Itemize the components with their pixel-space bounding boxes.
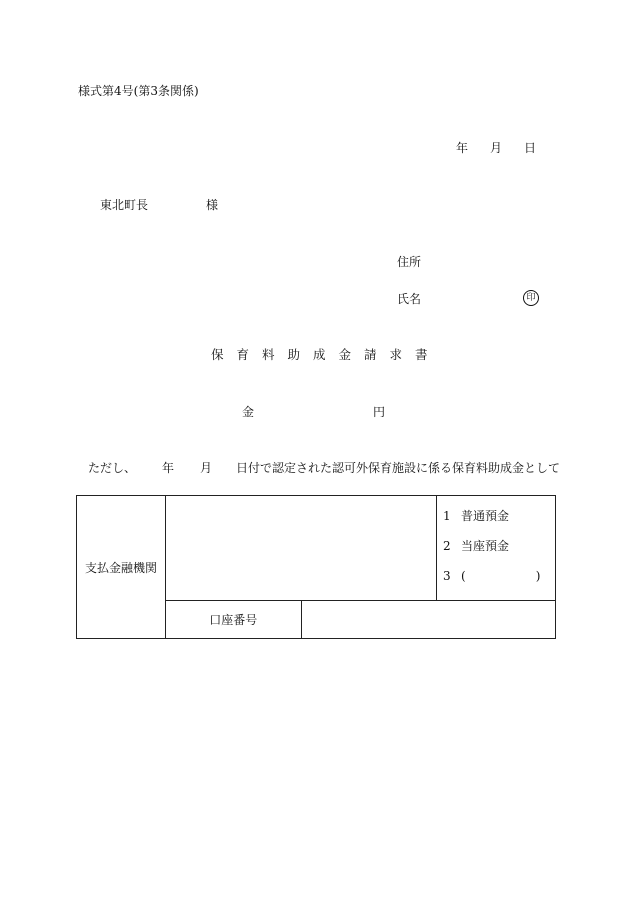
proviso-line [88, 462, 560, 474]
proviso-lead: ただし、 [88, 461, 137, 475]
account-types-cell [437, 496, 556, 601]
amount-prefix: 金 [242, 405, 255, 419]
proviso-rest: 日付で認定された認可外保育施設に係る保育料助成金として [236, 461, 561, 475]
account-type-item[interactable]: 1 普通預金 [443, 509, 510, 523]
document-title: 保育料助成金請求書 [211, 347, 441, 362]
bank-name-field[interactable] [166, 496, 437, 601]
name-label: 氏名 [397, 292, 422, 306]
date-day: 日 [524, 141, 537, 155]
address-label: 住所 [397, 255, 422, 269]
account-type-item[interactable]: 2 当座預金 [443, 539, 510, 553]
date-month: 月 [490, 141, 503, 155]
addressee [100, 199, 218, 211]
form-number: 様式第4号(第3条関係) [78, 84, 199, 98]
bank-label: 支払金融機関 [77, 496, 166, 639]
proviso-year: 年 [162, 461, 175, 475]
bank-table [76, 495, 556, 639]
addressee-honorific: 様 [206, 198, 219, 212]
proviso-month: 月 [200, 461, 213, 475]
addressee-name: 東北町長 [100, 198, 149, 212]
date-line [456, 142, 536, 154]
date-year: 年 [456, 141, 469, 155]
account-number-field[interactable] [301, 601, 556, 639]
account-type-item[interactable]: 3 ( ) [443, 569, 541, 583]
amount-unit: 円 [373, 405, 386, 419]
account-number-label: 口座番号 [166, 601, 302, 639]
seal-mark-icon: 印 [523, 290, 539, 306]
